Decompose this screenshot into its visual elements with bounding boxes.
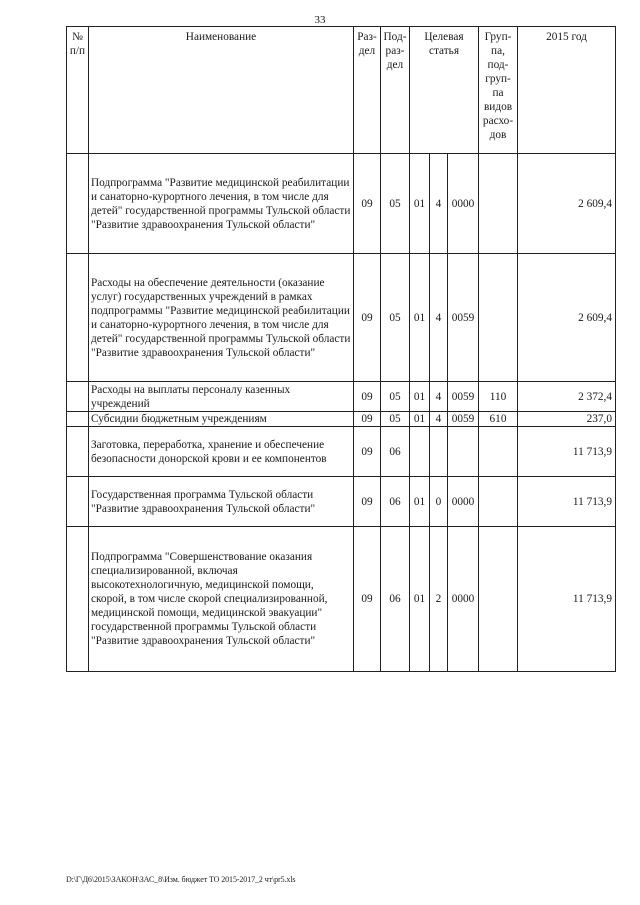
cell-target-2: 4 — [430, 154, 448, 254]
cell-group: 610 — [479, 412, 518, 427]
cell-name: Расходы на обеспечение деятельности (оказание услуг) государственных учреждений в рамках подпрограммы "Развитие медицинской реабилитации и санаторно-курортного лечения, в том числе для детей" государственной программы Тульской области "Развитие здравоохранения Тульской области" — [89, 254, 354, 382]
cell-name: Расходы на выплаты персоналу казенных учреждений — [89, 382, 354, 412]
cell-group — [479, 477, 518, 527]
cell-group — [479, 427, 518, 477]
cell-num — [67, 154, 89, 254]
header-num: № п/п — [67, 27, 89, 154]
cell-razdel: 09 — [354, 427, 381, 477]
cell-target-2: 4 — [430, 412, 448, 427]
cell-target-1: 01 — [410, 477, 430, 527]
cell-podrazdel: 05 — [381, 412, 410, 427]
cell-amount: 2 609,4 — [518, 254, 616, 382]
cell-amount: 2 609,4 — [518, 154, 616, 254]
cell-target-1 — [410, 427, 430, 477]
header-row — [67, 27, 616, 154]
cell-podrazdel: 05 — [381, 382, 410, 412]
cell-target-1: 01 — [410, 254, 430, 382]
cell-name: Подпрограмма "Совершенствование оказания специализированной, включая высокотехнологичную, медицинской помощи, скорой, в том числе скорой специализированной, медицинской помощи, медицинской эвакуации" государственной программы Тульской области "Развитие здравоохранения Тульской области" — [89, 527, 354, 672]
footer-file-path: D:\Г\Д6\2015\ЗАКОН\ЗАС_8\Изм. бюджет ТО 2015-2017_2 чт\pr5.xls — [66, 875, 296, 884]
cell-group — [479, 154, 518, 254]
cell-podrazdel: 05 — [381, 254, 410, 382]
cell-amount: 11 713,9 — [518, 427, 616, 477]
cell-name: Подпрограмма "Развитие медицинской реабилитации и санаторно-курортного лечения, в том числе для детей" государственной программы Тульской области "Развитие здравоохранения Тульской области" — [89, 154, 354, 254]
header-target: Целевая статья — [410, 27, 479, 154]
cell-target-3 — [448, 427, 479, 477]
cell-target-2: 4 — [430, 382, 448, 412]
cell-name: Заготовка, переработка, хранение и обеспечение безопасности донорской крови и ее компонентов — [89, 427, 354, 477]
cell-podrazdel: 06 — [381, 477, 410, 527]
cell-target-3: 0000 — [448, 477, 479, 527]
cell-target-2 — [430, 427, 448, 477]
cell-podrazdel: 06 — [381, 427, 410, 477]
cell-target-3: 0000 — [448, 527, 479, 672]
cell-name: Субсидии бюджетным учреждениям — [89, 412, 354, 427]
cell-group — [479, 527, 518, 672]
header-podrazdel: Под- раз- дел — [381, 27, 410, 154]
cell-podrazdel: 05 — [381, 154, 410, 254]
table-row — [67, 427, 616, 477]
header-year: 2015 год — [518, 27, 616, 154]
cell-num — [67, 254, 89, 382]
cell-target-2: 4 — [430, 254, 448, 382]
table-row — [67, 382, 616, 412]
table-row — [67, 477, 616, 527]
cell-amount: 11 713,9 — [518, 477, 616, 527]
cell-target-3: 0059 — [448, 382, 479, 412]
header-razdel: Раз- дел — [354, 27, 381, 154]
cell-num — [67, 412, 89, 427]
cell-amount: 2 372,4 — [518, 382, 616, 412]
cell-target-2: 0 — [430, 477, 448, 527]
page-number: 33 — [314, 14, 326, 26]
cell-group: 110 — [479, 382, 518, 412]
cell-num — [67, 382, 89, 412]
cell-target-1: 01 — [410, 154, 430, 254]
cell-razdel: 09 — [354, 527, 381, 672]
budget-table — [66, 26, 616, 672]
cell-razdel: 09 — [354, 154, 381, 254]
table-row — [67, 412, 616, 427]
cell-razdel: 09 — [354, 477, 381, 527]
cell-target-3: 0059 — [448, 254, 479, 382]
cell-num — [67, 527, 89, 672]
cell-target-1: 01 — [410, 412, 430, 427]
cell-group — [479, 254, 518, 382]
cell-num — [67, 427, 89, 477]
cell-target-2: 2 — [430, 527, 448, 672]
table-row — [67, 154, 616, 254]
header-group: Груп- па, под- груп- па видов расхо- дов — [479, 27, 518, 154]
cell-name: Государственная программа Тульской области "Развитие здравоохранения Тульской области" — [89, 477, 354, 527]
cell-amount: 237,0 — [518, 412, 616, 427]
cell-target-3: 0000 — [448, 154, 479, 254]
cell-razdel: 09 — [354, 382, 381, 412]
header-name: Наименование — [89, 27, 354, 154]
cell-amount: 11 713,9 — [518, 527, 616, 672]
cell-target-1: 01 — [410, 382, 430, 412]
table-row — [67, 254, 616, 382]
cell-razdel: 09 — [354, 254, 381, 382]
cell-podrazdel: 06 — [381, 527, 410, 672]
cell-target-3: 0059 — [448, 412, 479, 427]
table-row — [67, 527, 616, 672]
cell-razdel: 09 — [354, 412, 381, 427]
cell-num — [67, 477, 89, 527]
cell-target-1: 01 — [410, 527, 430, 672]
